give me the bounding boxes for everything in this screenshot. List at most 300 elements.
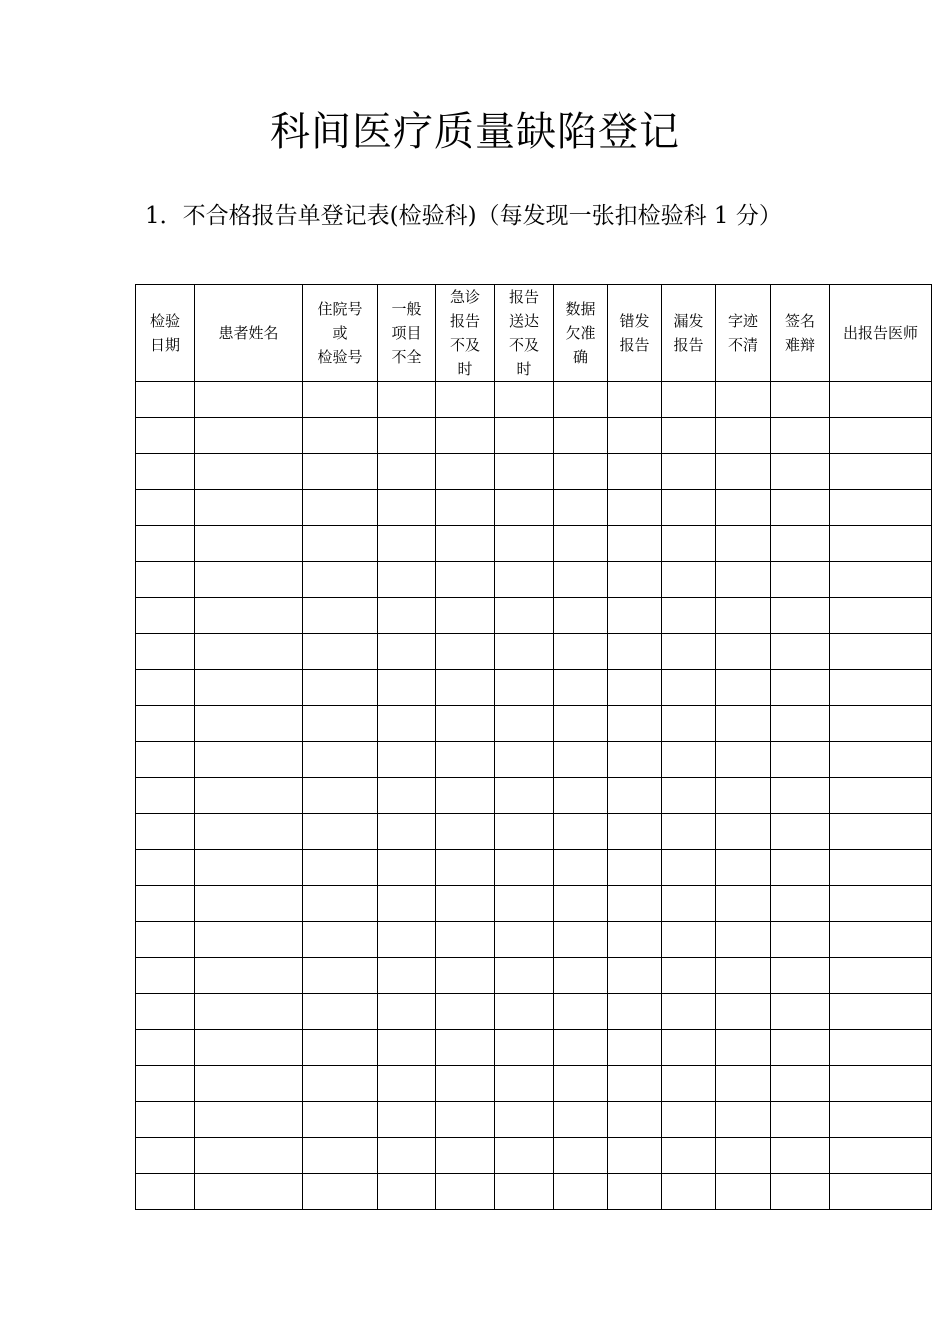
table-cell[interactable] [378,1138,436,1174]
table-cell[interactable] [436,1174,495,1210]
table-cell[interactable] [378,634,436,670]
table-cell[interactable] [136,526,195,562]
table-cell[interactable] [716,994,771,1030]
table-cell[interactable] [662,1174,716,1210]
table-cell[interactable] [436,490,495,526]
table-cell[interactable] [716,742,771,778]
table-cell[interactable] [608,886,662,922]
table-cell[interactable] [495,454,554,490]
table-cell[interactable] [554,598,608,634]
table-cell[interactable] [195,1102,303,1138]
table-cell[interactable] [716,814,771,850]
table-cell[interactable] [378,454,436,490]
table-cell[interactable] [303,706,378,742]
table-cell[interactable] [662,562,716,598]
table-cell[interactable] [771,706,830,742]
table-cell[interactable] [136,670,195,706]
table-cell[interactable] [830,706,932,742]
table-cell[interactable] [436,886,495,922]
table-cell[interactable] [436,706,495,742]
table-cell[interactable] [378,778,436,814]
table-cell[interactable] [771,670,830,706]
table-cell[interactable] [830,562,932,598]
table-cell[interactable] [136,598,195,634]
table-cell[interactable] [195,562,303,598]
table-cell[interactable] [662,670,716,706]
table-cell[interactable] [195,1138,303,1174]
table-cell[interactable] [136,1030,195,1066]
table-cell[interactable] [716,382,771,418]
table-cell[interactable] [436,382,495,418]
table-cell[interactable] [436,670,495,706]
table-cell[interactable] [771,778,830,814]
table-cell[interactable] [136,1174,195,1210]
table-cell[interactable] [303,382,378,418]
table-cell[interactable] [303,634,378,670]
table-cell[interactable] [554,490,608,526]
table-cell[interactable] [830,1030,932,1066]
table-cell[interactable] [378,562,436,598]
table-cell[interactable] [608,778,662,814]
table-cell[interactable] [136,886,195,922]
table-cell[interactable] [378,526,436,562]
table-cell[interactable] [608,994,662,1030]
table-cell[interactable] [716,886,771,922]
table-cell[interactable] [716,850,771,886]
table-cell[interactable] [436,562,495,598]
table-cell[interactable] [716,634,771,670]
table-cell[interactable] [662,1066,716,1102]
table-row [136,1066,932,1102]
table-cell[interactable] [195,922,303,958]
table-cell[interactable] [716,670,771,706]
table-row [136,598,932,634]
table-cell[interactable] [136,1102,195,1138]
table-cell[interactable] [303,1102,378,1138]
table-cell[interactable] [195,742,303,778]
table-cell[interactable] [303,814,378,850]
table-cell[interactable] [830,382,932,418]
table-cell[interactable] [303,886,378,922]
table-cell[interactable] [195,778,303,814]
table-cell[interactable] [830,598,932,634]
table-cell[interactable] [303,778,378,814]
table-cell[interactable] [495,778,554,814]
table-cell[interactable] [771,598,830,634]
table-cell[interactable] [195,598,303,634]
table-cell[interactable] [608,958,662,994]
table-cell[interactable] [662,778,716,814]
table-cell[interactable] [554,562,608,598]
table-cell[interactable] [716,598,771,634]
column-header-signature-illegible: 签名 难辩 [771,285,830,382]
table-cell[interactable] [303,670,378,706]
table-cell[interactable] [608,1174,662,1210]
table-cell[interactable] [303,526,378,562]
table-cell[interactable] [303,958,378,994]
table-cell[interactable] [608,490,662,526]
table-cell[interactable] [662,454,716,490]
table-cell[interactable] [195,490,303,526]
table-cell[interactable] [495,1066,554,1102]
table-cell[interactable] [378,1102,436,1138]
table-cell[interactable] [436,634,495,670]
table-cell[interactable] [136,958,195,994]
table-cell[interactable] [554,454,608,490]
table-cell[interactable] [554,634,608,670]
table-cell[interactable] [303,1030,378,1066]
column-header-data-inaccurate: 数据 欠准 确 [554,285,608,382]
table-cell[interactable] [495,526,554,562]
table-cell[interactable] [771,994,830,1030]
table-header-row [136,285,932,382]
table-cell[interactable] [608,814,662,850]
table-cell[interactable] [554,418,608,454]
table-cell[interactable] [436,742,495,778]
table-cell[interactable] [662,1102,716,1138]
table-cell[interactable] [495,922,554,958]
table-cell[interactable] [716,454,771,490]
table-cell[interactable] [662,742,716,778]
table-cell[interactable] [716,526,771,562]
table-cell[interactable] [716,1102,771,1138]
table-cell[interactable] [378,958,436,994]
table-cell[interactable] [662,490,716,526]
table-cell[interactable] [195,814,303,850]
table-cell[interactable] [303,994,378,1030]
table-cell[interactable] [716,1030,771,1066]
table-cell[interactable] [195,454,303,490]
table-cell[interactable] [608,634,662,670]
table-cell[interactable] [608,742,662,778]
table-cell[interactable] [495,886,554,922]
table-cell[interactable] [554,958,608,994]
table-cell[interactable] [436,1138,495,1174]
table-cell[interactable] [716,418,771,454]
table-cell[interactable] [136,562,195,598]
section-heading: 1．不合格报告单登记表(检验科)（每发现一张扣检验科 1 分） [145,203,782,229]
column-header-wrong-report: 错发 报告 [608,285,662,382]
table-cell[interactable] [136,454,195,490]
table-cell[interactable] [716,922,771,958]
table-cell[interactable] [136,922,195,958]
table-cell[interactable] [436,454,495,490]
table-body [136,382,932,1210]
table-cell[interactable] [378,922,436,958]
table-cell[interactable] [495,706,554,742]
table-cell[interactable] [495,850,554,886]
table-cell[interactable] [662,814,716,850]
table-cell[interactable] [495,562,554,598]
column-header-reporting-physician: 出报告医师 [830,285,932,382]
table-cell[interactable] [554,1030,608,1066]
table-cell[interactable] [136,634,195,670]
table-cell[interactable] [662,958,716,994]
table-cell[interactable] [195,1174,303,1210]
table-cell[interactable] [716,958,771,994]
table-cell[interactable] [495,994,554,1030]
table-cell[interactable] [495,958,554,994]
table-cell[interactable] [662,1030,716,1066]
table-cell[interactable] [830,850,932,886]
table-row [136,526,932,562]
table-row [136,706,932,742]
table-cell[interactable] [195,418,303,454]
table-cell[interactable] [608,1138,662,1174]
table-cell[interactable] [608,418,662,454]
table-cell[interactable] [830,958,932,994]
table-cell[interactable] [608,598,662,634]
table-cell[interactable] [771,418,830,454]
table-cell[interactable] [303,1174,378,1210]
table-cell[interactable] [378,670,436,706]
table-cell[interactable] [830,1174,932,1210]
table-cell[interactable] [830,742,932,778]
table-cell[interactable] [136,994,195,1030]
table-cell[interactable] [830,634,932,670]
table-cell[interactable] [378,850,436,886]
table-cell[interactable] [771,814,830,850]
table-cell[interactable] [436,958,495,994]
table-cell[interactable] [378,1174,436,1210]
table-cell[interactable] [554,1102,608,1138]
table-cell[interactable] [378,742,436,778]
column-header-patient-name: 患者姓名 [195,285,303,382]
table-cell[interactable] [554,526,608,562]
table-cell[interactable] [771,922,830,958]
table-cell[interactable] [662,418,716,454]
table-cell[interactable] [608,922,662,958]
table-cell[interactable] [608,454,662,490]
table-cell[interactable] [136,1138,195,1174]
table-cell[interactable] [771,1174,830,1210]
table-cell[interactable] [830,670,932,706]
table-cell[interactable] [303,598,378,634]
table-cell[interactable] [495,1030,554,1066]
table-cell[interactable] [378,1066,436,1102]
table-cell[interactable] [608,1030,662,1066]
table-cell[interactable] [436,418,495,454]
table-row [136,1030,932,1066]
table-cell[interactable] [195,850,303,886]
table-cell[interactable] [830,814,932,850]
table-cell[interactable] [608,1102,662,1138]
column-header-test-date: 检验 日期 [136,285,195,382]
table-cell[interactable] [303,1138,378,1174]
table-cell[interactable] [378,886,436,922]
table-cell[interactable] [771,1138,830,1174]
table-cell[interactable] [378,814,436,850]
table-cell[interactable] [436,598,495,634]
table-cell[interactable] [830,994,932,1030]
table-cell[interactable] [495,1138,554,1174]
table-cell[interactable] [136,418,195,454]
table-cell[interactable] [771,382,830,418]
table-cell[interactable] [716,562,771,598]
table-cell[interactable] [378,490,436,526]
table-cell[interactable] [830,1066,932,1102]
table-cell[interactable] [608,1066,662,1102]
table-cell[interactable] [195,958,303,994]
defect-register-table [135,284,932,1210]
table-cell[interactable] [195,670,303,706]
table-cell[interactable] [771,958,830,994]
table-cell[interactable] [771,850,830,886]
table-cell[interactable] [662,886,716,922]
table-cell[interactable] [495,814,554,850]
table-cell[interactable] [303,1066,378,1102]
table-cell[interactable] [195,1066,303,1102]
table-cell[interactable] [830,1138,932,1174]
table-cell[interactable] [195,706,303,742]
table-cell[interactable] [378,994,436,1030]
table-cell[interactable] [554,994,608,1030]
table-cell[interactable] [495,1102,554,1138]
table-cell[interactable] [662,850,716,886]
table-cell[interactable] [716,1066,771,1102]
table-cell[interactable] [662,1138,716,1174]
table-cell[interactable] [378,1030,436,1066]
table-row [136,670,932,706]
table-cell[interactable] [662,994,716,1030]
table-cell[interactable] [303,850,378,886]
table-cell[interactable] [771,562,830,598]
table-cell[interactable] [495,742,554,778]
table-cell[interactable] [771,1066,830,1102]
table-cell[interactable] [830,1102,932,1138]
table-cell[interactable] [495,382,554,418]
table-cell[interactable] [771,886,830,922]
table-cell[interactable] [378,382,436,418]
table-cell[interactable] [716,1138,771,1174]
table-cell[interactable] [830,454,932,490]
table-cell[interactable] [830,418,932,454]
table-row [136,454,932,490]
table-cell[interactable] [716,490,771,526]
table-cell[interactable] [195,382,303,418]
table-cell[interactable] [771,490,830,526]
table-cell[interactable] [136,382,195,418]
table-cell[interactable] [136,814,195,850]
table-cell[interactable] [608,706,662,742]
table-cell[interactable] [195,886,303,922]
table-cell[interactable] [378,418,436,454]
table-cell[interactable] [436,922,495,958]
table-cell[interactable] [830,490,932,526]
table-cell[interactable] [436,850,495,886]
table-cell[interactable] [136,1066,195,1102]
table-cell[interactable] [436,994,495,1030]
table-cell[interactable] [554,1066,608,1102]
table-cell[interactable] [554,922,608,958]
table-cell[interactable] [554,1138,608,1174]
table-cell[interactable] [716,778,771,814]
table-cell[interactable] [436,1066,495,1102]
table-cell[interactable] [554,814,608,850]
table-cell[interactable] [495,490,554,526]
table-cell[interactable] [662,526,716,562]
table-cell[interactable] [303,490,378,526]
table-cell[interactable] [554,382,608,418]
table-cell[interactable] [830,922,932,958]
table-cell[interactable] [378,706,436,742]
table-cell[interactable] [830,526,932,562]
table-cell[interactable] [608,562,662,598]
table-cell[interactable] [495,634,554,670]
table-cell[interactable] [554,670,608,706]
table-cell[interactable] [554,778,608,814]
table-cell[interactable] [554,1174,608,1210]
table-cell[interactable] [662,706,716,742]
table-cell[interactable] [436,814,495,850]
table-cell[interactable] [195,634,303,670]
table-row [136,1102,932,1138]
table-cell[interactable] [716,706,771,742]
table-cell[interactable] [554,706,608,742]
table-cell[interactable] [554,742,608,778]
table-cell[interactable] [608,850,662,886]
table-row [136,634,932,670]
table-cell[interactable] [436,1102,495,1138]
table-cell[interactable] [716,1174,771,1210]
table-cell[interactable] [436,778,495,814]
column-header-general-items-incomplete: 一般 项目 不全 [378,285,436,382]
table-cell[interactable] [495,670,554,706]
table-cell[interactable] [608,670,662,706]
table-cell[interactable] [495,1174,554,1210]
table-cell[interactable] [495,598,554,634]
table-cell[interactable] [830,778,932,814]
table-cell[interactable] [303,742,378,778]
table-cell[interactable] [436,526,495,562]
table-cell[interactable] [195,526,303,562]
table-cell[interactable] [136,742,195,778]
table-cell[interactable] [608,382,662,418]
table-cell[interactable] [662,634,716,670]
table-cell[interactable] [195,994,303,1030]
table-cell[interactable] [771,742,830,778]
table-cell[interactable] [195,1030,303,1066]
table-cell[interactable] [136,850,195,886]
table-cell[interactable] [771,526,830,562]
table-cell[interactable] [554,886,608,922]
table-cell[interactable] [554,850,608,886]
table-cell[interactable] [771,1030,830,1066]
table-cell[interactable] [662,922,716,958]
table-row [136,1174,932,1210]
table-cell[interactable] [495,418,554,454]
table-cell[interactable] [303,418,378,454]
column-header-missed-report: 漏发 报告 [662,285,716,382]
table-cell[interactable] [136,490,195,526]
table-row [136,886,932,922]
table-cell[interactable] [303,454,378,490]
table-cell[interactable] [436,1030,495,1066]
table-cell[interactable] [771,1102,830,1138]
table-cell[interactable] [608,526,662,562]
table-cell[interactable] [303,922,378,958]
table-cell[interactable] [830,886,932,922]
table-cell[interactable] [378,598,436,634]
table-cell[interactable] [136,778,195,814]
table-cell[interactable] [662,598,716,634]
table-cell[interactable] [136,706,195,742]
table-cell[interactable] [771,634,830,670]
table-row [136,1138,932,1174]
table-cell[interactable] [662,382,716,418]
table-cell[interactable] [303,562,378,598]
table-cell[interactable] [771,454,830,490]
